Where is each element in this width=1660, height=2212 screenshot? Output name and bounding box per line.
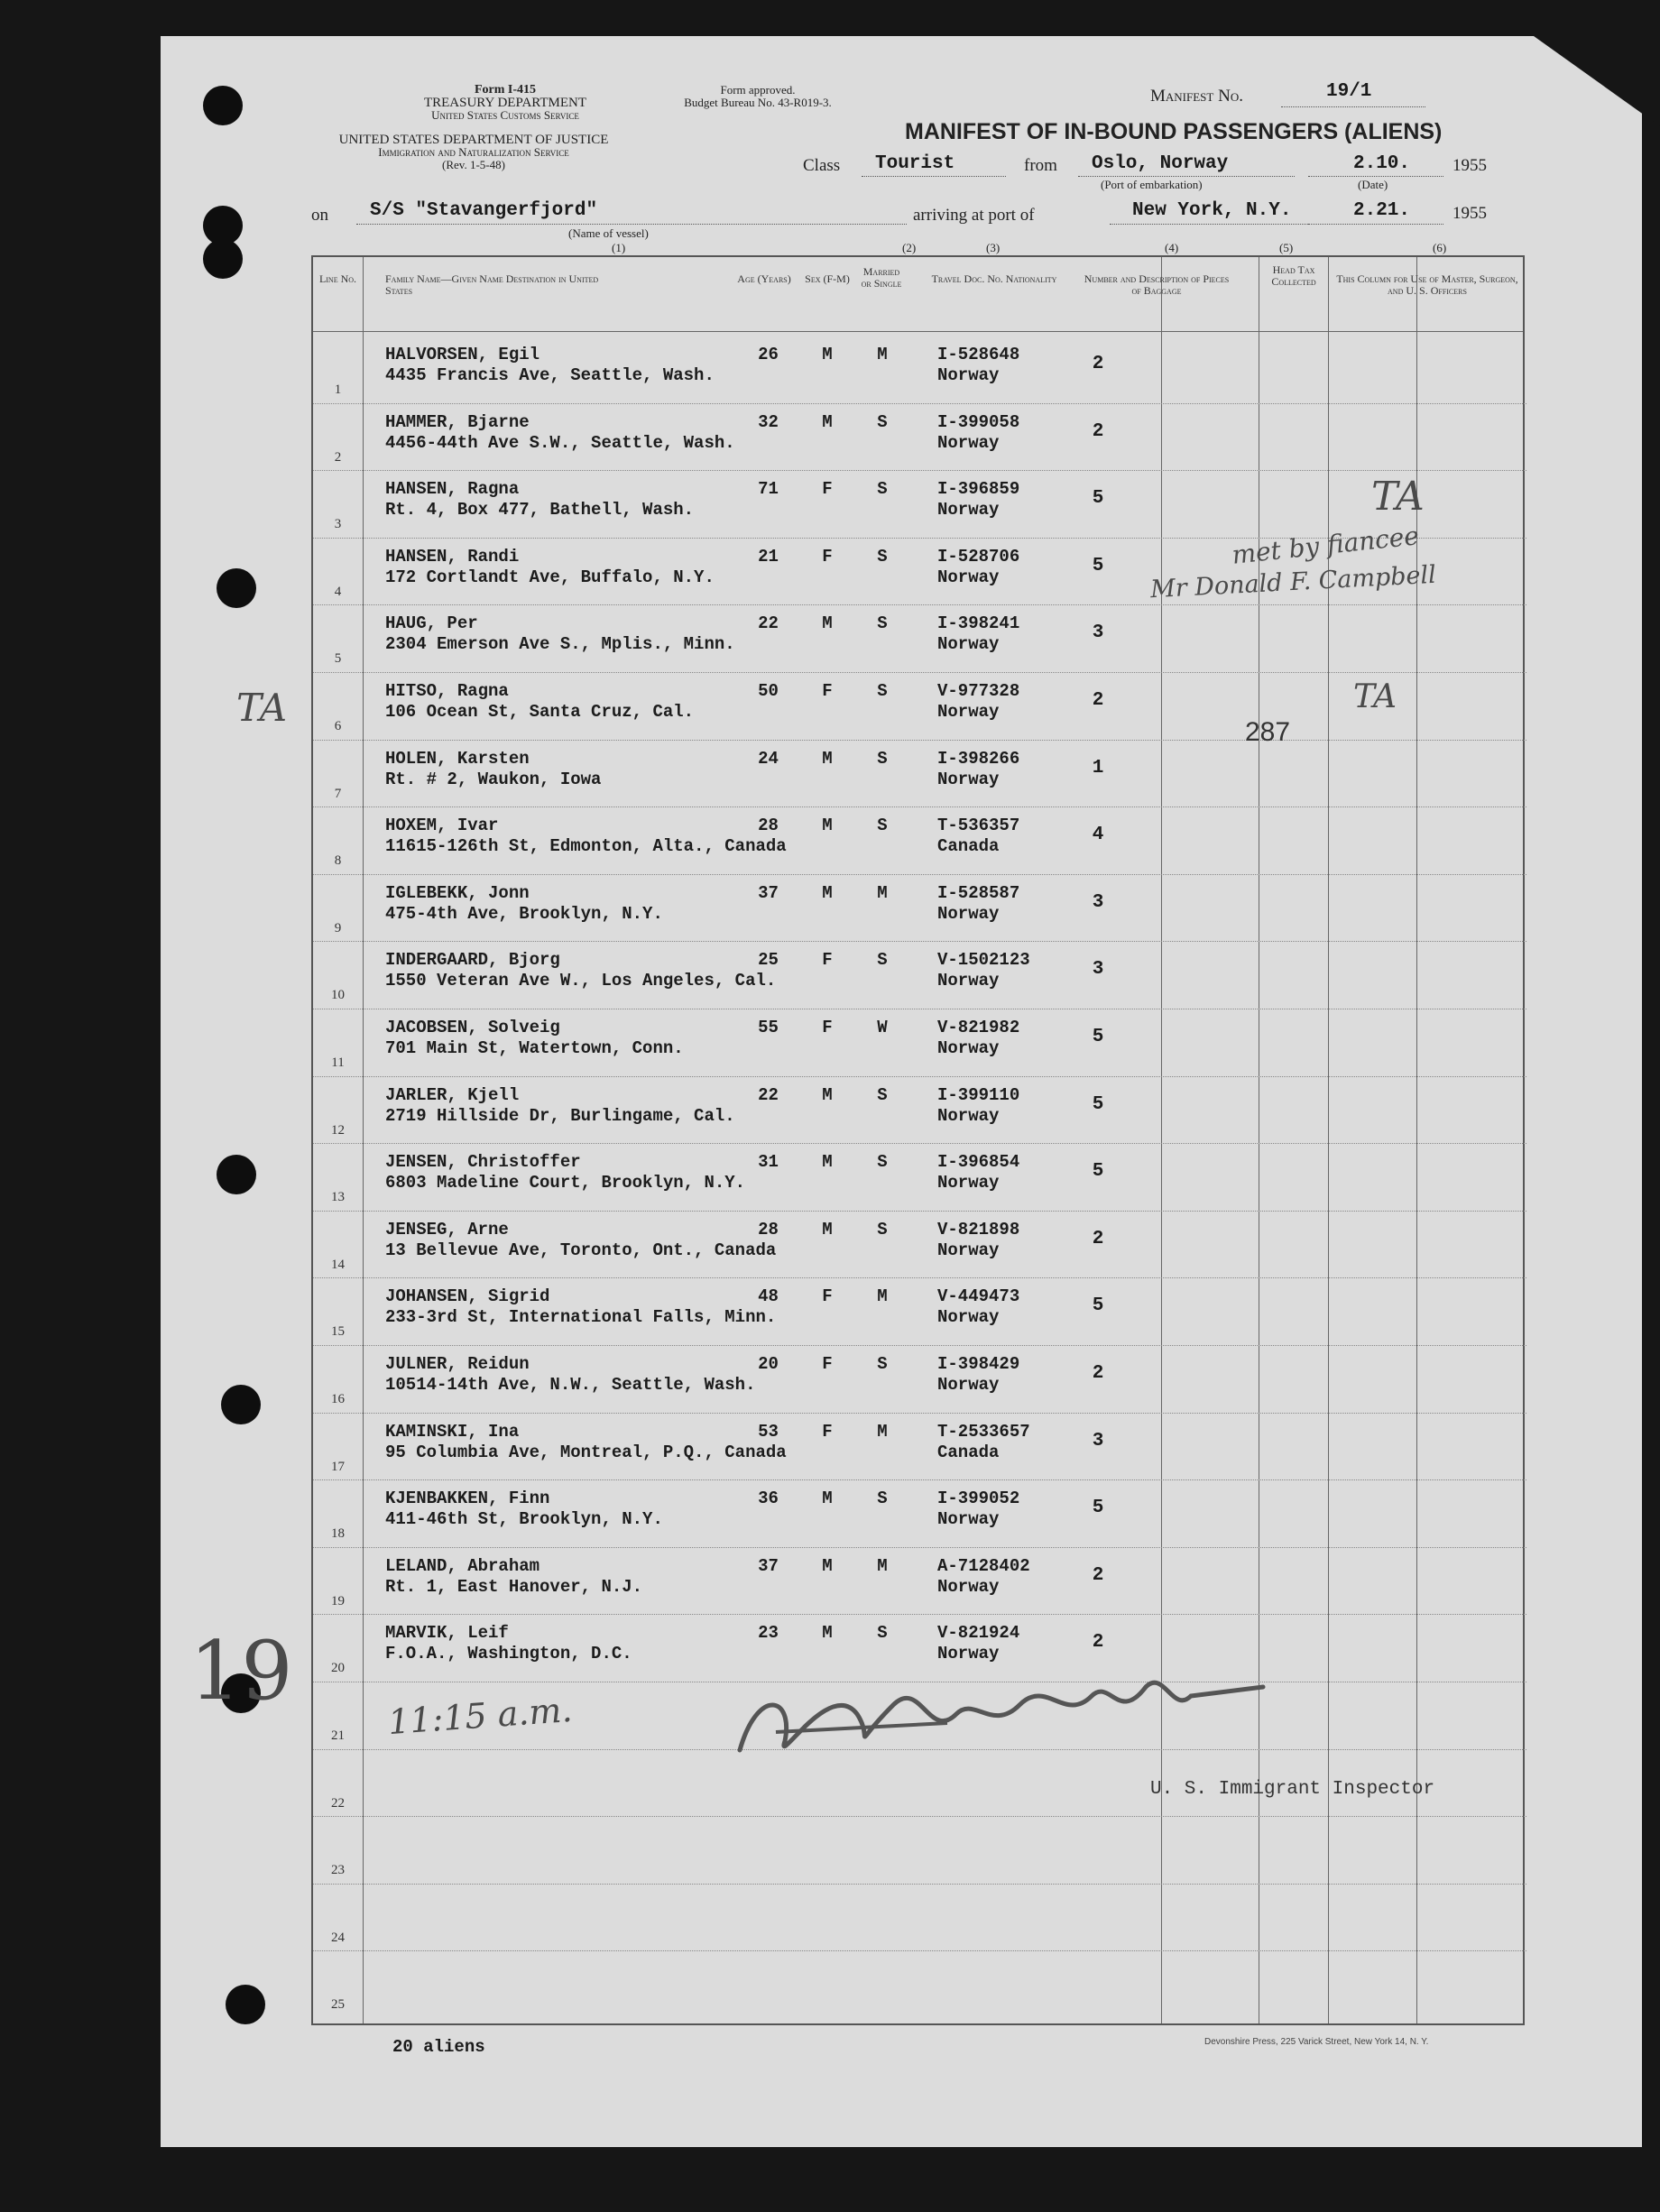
line-number: 7 [334, 786, 342, 801]
col-num-4: (4) [1165, 241, 1179, 254]
travel-doc-number: I-396854 [937, 1152, 1020, 1173]
table-row [313, 1479, 1526, 1547]
travel-doc-number: I-528648 [937, 345, 1020, 364]
nationality: Norway [937, 702, 1000, 722]
nationality: Norway [937, 432, 1000, 453]
table-row [313, 1413, 1526, 1480]
line-number: 22 [331, 1795, 345, 1811]
baggage-count: 2 [1092, 1228, 1104, 1249]
nationality: Norway [937, 1240, 1000, 1260]
customs-service: United States Customs Service [431, 108, 579, 122]
marital-status: S [877, 681, 888, 701]
marital-status: M [877, 882, 888, 903]
nationality: Canada [937, 836, 1000, 857]
revision: (Rev. 1-5-48) [442, 158, 505, 171]
destination: Rt. 1, East Hanover, N.J. [385, 1576, 643, 1597]
sex: F [822, 681, 833, 701]
doj-block [302, 134, 645, 171]
table-row [313, 1009, 1526, 1076]
col-header-tax: Head Tax Collected [1271, 263, 1316, 288]
annotation-287: 287 [1245, 717, 1291, 747]
line-number: 6 [334, 719, 342, 733]
marital-status: S [877, 1152, 888, 1173]
col-header-name: Family Name—Given Name Destination in United States [385, 272, 599, 297]
age: 23 [758, 1623, 779, 1644]
marital-status: S [877, 816, 888, 836]
line-number: 16 [331, 1392, 345, 1406]
nationality: Norway [937, 567, 1000, 587]
destination: 2304 Emerson Ave S., Mplis., Minn. [385, 634, 735, 655]
nationality: Norway [937, 1509, 1000, 1530]
line-number: 13 [331, 1190, 345, 1205]
travel-doc-number: T-2533657 [937, 1421, 1030, 1442]
age: 25 [758, 950, 779, 971]
destination: 2719 Hillside Dr, Burlingame, Cal. [385, 1105, 735, 1126]
baggage-count: 5 [1092, 1295, 1104, 1317]
travel-doc-number: T-536357 [937, 816, 1020, 836]
age: 22 [758, 613, 779, 634]
passenger-name: HITSO, Ragna [385, 681, 509, 701]
annotation-name: Mr Donald F. Campbell [1149, 560, 1437, 604]
age: 50 [758, 681, 779, 701]
table-row [313, 672, 1526, 740]
travel-doc-number: I-396859 [937, 479, 1020, 500]
col-header-line: Line No. [318, 272, 357, 285]
line-number: 3 [334, 517, 342, 532]
destination: 475-4th Ave, Brooklyn, N.Y. [385, 903, 663, 924]
nationality: Norway [937, 634, 1000, 655]
line-number: 15 [331, 1324, 345, 1340]
manifest-no-value: 19/1 [1326, 81, 1372, 102]
table-row [313, 1816, 1526, 1884]
marital-status: S [877, 950, 888, 971]
travel-doc-number: I-399052 [937, 1488, 1020, 1509]
passenger-name: INDERGAARD, Bjorg [385, 950, 560, 971]
total-aliens: 20 aliens [392, 2037, 485, 2057]
travel-doc-number: A-7128402 [937, 1555, 1030, 1576]
col-num-5: (5) [1279, 241, 1294, 254]
line-number: 14 [331, 1257, 345, 1272]
departure-year: 1955 [1452, 156, 1487, 175]
destination: Rt. # 2, Waukon, Iowa [385, 769, 602, 789]
table-row [313, 403, 1526, 471]
destination: 13 Bellevue Ave, Toronto, Ont., Canada [385, 1240, 777, 1260]
marital-status: S [877, 1219, 888, 1240]
on-label: on [311, 206, 328, 225]
age: 37 [758, 882, 779, 903]
marital-status: S [877, 411, 888, 432]
punch-hole [203, 239, 243, 279]
line-number: 21 [331, 1728, 345, 1743]
annotation-ta: TA [1371, 474, 1425, 520]
passenger-name: KJENBAKKEN, Finn [385, 1488, 550, 1509]
line-number: 18 [331, 1526, 345, 1542]
line-number: 25 [331, 1997, 345, 2013]
arrival-year: 1955 [1452, 204, 1487, 223]
travel-doc-number: V-1502123 [937, 950, 1030, 971]
marital-status: W [877, 1018, 888, 1037]
sex: M [822, 1488, 833, 1509]
table-row [313, 740, 1526, 807]
line-number: 12 [331, 1122, 345, 1138]
travel-doc-number: I-528587 [937, 882, 1020, 903]
marital-status: M [877, 1555, 888, 1576]
nationality: Canada [937, 1442, 1000, 1462]
marital-status: M [877, 1421, 888, 1442]
sex: M [822, 1084, 833, 1105]
baggage-count: 3 [1092, 1430, 1104, 1452]
travel-doc-number: V-977328 [937, 681, 1020, 701]
col-num-6: (6) [1433, 241, 1447, 254]
destination: 106 Ocean St, Santa Cruz, Cal. [385, 702, 695, 722]
line-number: 9 [334, 920, 342, 935]
departure-date: 2.10. [1353, 153, 1411, 174]
line-number: 24 [331, 1930, 345, 1945]
destination: 6803 Madeline Court, Brooklyn, N.Y. [385, 1173, 746, 1194]
passenger-name: JOHANSEN, Sigrid [385, 1286, 550, 1307]
table-row [313, 604, 1526, 672]
annotation-ta-margin: TA [236, 686, 288, 730]
line-number: 4 [334, 584, 342, 599]
baggage-count: 3 [1092, 959, 1104, 981]
destination: 4435 Francis Ave, Seattle, Wash. [385, 365, 715, 385]
passenger-name: HOXEM, Ivar [385, 816, 499, 836]
arrival-date: 2.21. [1353, 200, 1411, 221]
class-value: Tourist [875, 153, 955, 174]
marital-status: S [877, 748, 888, 769]
nationality: Norway [937, 1173, 1000, 1194]
annotation-met-by: met by fiancee [1230, 521, 1421, 570]
destination: 4456-44th Ave S.W., Seattle, Wash. [385, 432, 735, 453]
destination: 95 Columbia Ave, Montreal, P.Q., Canada [385, 1442, 787, 1462]
age: 26 [758, 345, 779, 364]
col-header-married: Married or Single [861, 265, 902, 290]
manifest-no-label: Manifest No. [1150, 87, 1243, 106]
sex: M [822, 1219, 833, 1240]
travel-doc-number: V-449473 [937, 1286, 1020, 1307]
age: 24 [758, 748, 779, 769]
treasury-dept: TREASURY DEPARTMENT [423, 96, 587, 110]
passenger-name: LELAND, Abraham [385, 1555, 540, 1576]
baggage-count: 5 [1092, 1093, 1104, 1115]
travel-doc-number: I-399110 [937, 1084, 1020, 1105]
passenger-name: KAMINSKI, Ina [385, 1421, 520, 1442]
destination: 10514-14th Ave, N.W., Seattle, Wash. [385, 1375, 756, 1395]
destination: 233-3rd St, International Falls, Minn. [385, 1307, 777, 1328]
arrival-time: 11:15 a.m. [386, 1689, 574, 1743]
table-row [313, 1950, 1526, 2018]
table-row [313, 1884, 1526, 1951]
baggage-count: 3 [1092, 622, 1104, 644]
baggage-count: 4 [1092, 825, 1104, 846]
line-number: 11 [331, 1055, 345, 1070]
marital-status: S [877, 1084, 888, 1105]
approval-block [650, 84, 866, 109]
sex: M [822, 748, 833, 769]
sex: M [822, 1152, 833, 1173]
nationality: Norway [937, 971, 1000, 991]
line-number: 8 [334, 853, 342, 869]
passenger-name: JENSEG, Arne [385, 1219, 509, 1240]
travel-doc-number: V-821982 [937, 1018, 1020, 1037]
sex: M [822, 345, 833, 364]
passenger-name: HAUG, Per [385, 613, 478, 634]
line-number: 5 [334, 651, 342, 667]
travel-doc-number: I-528706 [937, 546, 1020, 567]
table-row [313, 1076, 1526, 1144]
from-value: Oslo, Norway [1092, 153, 1229, 174]
age: 32 [758, 411, 779, 432]
table-row [313, 336, 1526, 403]
marital-status: S [877, 1488, 888, 1509]
destination: 411-46th St, Brooklyn, N.Y. [385, 1509, 663, 1530]
destination: 701 Main St, Watertown, Conn. [385, 1038, 684, 1058]
sex: F [822, 546, 833, 567]
sex: F [822, 1018, 833, 1037]
table-row [313, 1211, 1526, 1278]
marital-status: S [877, 479, 888, 500]
col-num-3: (3) [986, 241, 1001, 254]
table-row [313, 1547, 1526, 1615]
line-number: 10 [331, 988, 345, 1003]
marital-status: M [877, 1286, 888, 1307]
age: 37 [758, 1555, 779, 1576]
doj-label: UNITED STATES DEPARTMENT OF JUSTICE [338, 133, 609, 147]
baggage-count: 5 [1092, 488, 1104, 510]
baggage-count: 2 [1092, 690, 1104, 711]
age: 21 [758, 546, 779, 567]
nationality: Norway [937, 1038, 1000, 1058]
age: 71 [758, 479, 779, 500]
baggage-count: 2 [1092, 1564, 1104, 1586]
inspector-label: U. S. Immigrant Inspector [1150, 1779, 1435, 1800]
travel-doc-number: I-398241 [937, 613, 1020, 634]
baggage-count: 2 [1092, 420, 1104, 442]
line-number: 1 [334, 382, 342, 397]
passenger-name: HANSEN, Ragna [385, 479, 520, 500]
sex: F [822, 1421, 833, 1442]
line-number: 17 [331, 1459, 345, 1474]
travel-doc-number: V-821924 [937, 1623, 1020, 1644]
arrival-port: New York, N.Y. [1132, 200, 1292, 221]
age: 28 [758, 1219, 779, 1240]
baggage-count: 2 [1092, 1363, 1104, 1384]
col-num-1: (1) [612, 241, 626, 254]
table-row [313, 1277, 1526, 1345]
line-number: 19 [331, 1593, 345, 1608]
sex: M [822, 816, 833, 836]
baggage-count: 2 [1092, 354, 1104, 374]
line-number: 2 [334, 449, 342, 465]
age: 53 [758, 1421, 779, 1442]
annotation-19: 19 [189, 1624, 293, 1719]
nationality: Norway [937, 1644, 1000, 1664]
destination: 1550 Veteran Ave W., Los Angeles, Cal. [385, 971, 777, 991]
passenger-name: HANSEN, Randi [385, 546, 520, 567]
punch-hole [203, 86, 243, 125]
nationality: Norway [937, 769, 1000, 789]
sex: F [822, 479, 833, 500]
inspector-signature [722, 1660, 1299, 1777]
baggage-count: 5 [1092, 555, 1104, 576]
age: 55 [758, 1018, 779, 1037]
form-approved: Form approved. [720, 83, 796, 97]
destination: Rt. 4, Box 477, Bathell, Wash. [385, 500, 695, 521]
embark-caption: (Port of embarkation) [1101, 178, 1203, 191]
table-row [313, 874, 1526, 942]
date-caption: (Date) [1358, 178, 1388, 191]
vessel-name: S/S "Stavangerfjord" [370, 200, 598, 221]
passenger-name: HOLEN, Karsten [385, 748, 530, 769]
punch-hole [217, 1155, 256, 1194]
printer-credit: Devonshire Press, 225 Varick Street, New York 14, N. Y. [1204, 2037, 1429, 2047]
age: 31 [758, 1152, 779, 1173]
col-header-baggage: Number and Description of Pieces of Baggage [1084, 272, 1230, 297]
travel-doc-number: I-398429 [937, 1354, 1020, 1374]
destination: 11615-126th St, Edmonton, Alta., Canada [385, 836, 787, 857]
sex: F [822, 950, 833, 971]
nationality: Norway [937, 500, 1000, 521]
punch-hole [226, 1985, 265, 2024]
marital-status: S [877, 1623, 888, 1644]
baggage-count: 5 [1092, 1027, 1104, 1047]
punch-hole [217, 568, 256, 608]
baggage-count: 3 [1092, 891, 1104, 913]
passenger-name: JULNER, Reidun [385, 1354, 530, 1374]
nationality: Norway [937, 365, 1000, 385]
col-header-age: Age (Years) [737, 272, 791, 285]
passenger-name: IGLEBEKK, Jonn [385, 882, 530, 903]
table-row [313, 1143, 1526, 1211]
nationality: Norway [937, 1105, 1000, 1126]
sex: M [822, 882, 833, 903]
table-row [313, 941, 1526, 1009]
sex: F [822, 1354, 833, 1374]
from-label: from [1024, 156, 1057, 175]
passenger-name: MARVIK, Leif [385, 1623, 509, 1644]
passenger-name: HAMMER, Bjarne [385, 411, 530, 432]
passenger-name: HALVORSEN, Egil [385, 345, 540, 364]
form-number: Form I-415 [474, 83, 537, 97]
marital-status: S [877, 613, 888, 634]
table-row [313, 1345, 1526, 1413]
marital-status: S [877, 1354, 888, 1374]
age: 36 [758, 1488, 779, 1509]
annotation-ta-2: TA [1353, 678, 1397, 715]
budget-bureau: Budget Bureau No. 43-R019-3. [684, 96, 832, 109]
col-num-2: (2) [902, 241, 917, 254]
col-header-officers: This Column for Use of Master, Surgeon, and U. S. Officers [1336, 272, 1518, 297]
travel-doc-number: V-821898 [937, 1219, 1020, 1240]
line-number: 23 [331, 1863, 345, 1878]
passenger-name: JACOBSEN, Solveig [385, 1018, 560, 1037]
destination: 172 Cortlandt Ave, Buffalo, N.Y. [385, 567, 715, 587]
ins-label: Immigration and Naturalization Service [378, 145, 569, 159]
age: 28 [758, 816, 779, 836]
travel-doc-number: I-398266 [937, 748, 1020, 769]
baggage-count: 5 [1092, 1498, 1104, 1519]
nationality: Norway [937, 1576, 1000, 1597]
nationality: Norway [937, 903, 1000, 924]
travel-doc-number: I-399058 [937, 411, 1020, 432]
age: 20 [758, 1354, 779, 1374]
passenger-name: JENSEN, Christoffer [385, 1152, 581, 1173]
sex: F [822, 1286, 833, 1307]
baggage-count: 5 [1092, 1161, 1104, 1183]
destination: F.O.A., Washington, D.C. [385, 1644, 632, 1664]
col-header-sex: Sex (F-M) [805, 272, 850, 285]
class-label: Class [803, 156, 841, 175]
nationality: Norway [937, 1307, 1000, 1328]
form-id-block [352, 84, 659, 122]
sex: M [822, 1623, 833, 1644]
vessel-caption: (Name of vessel) [568, 226, 649, 240]
arriving-label: arriving at port of [913, 206, 1035, 225]
baggage-count: 1 [1092, 757, 1104, 779]
punch-hole [221, 1385, 261, 1424]
marital-status: M [877, 345, 888, 364]
passenger-name: JARLER, Kjell [385, 1084, 520, 1105]
age: 22 [758, 1084, 779, 1105]
age: 48 [758, 1286, 779, 1307]
page-title: MANIFEST OF IN-BOUND PASSENGERS (ALIENS) [905, 119, 1443, 144]
nationality: Norway [937, 1375, 1000, 1395]
baggage-count: 2 [1092, 1632, 1104, 1654]
table-row [313, 806, 1526, 874]
sex: M [822, 411, 833, 432]
line-number: 20 [331, 1661, 345, 1676]
sex: M [822, 1555, 833, 1576]
col-header-travel: Travel Doc. No. Nationality [931, 272, 1057, 285]
marital-status: S [877, 546, 888, 567]
sex: M [822, 613, 833, 634]
